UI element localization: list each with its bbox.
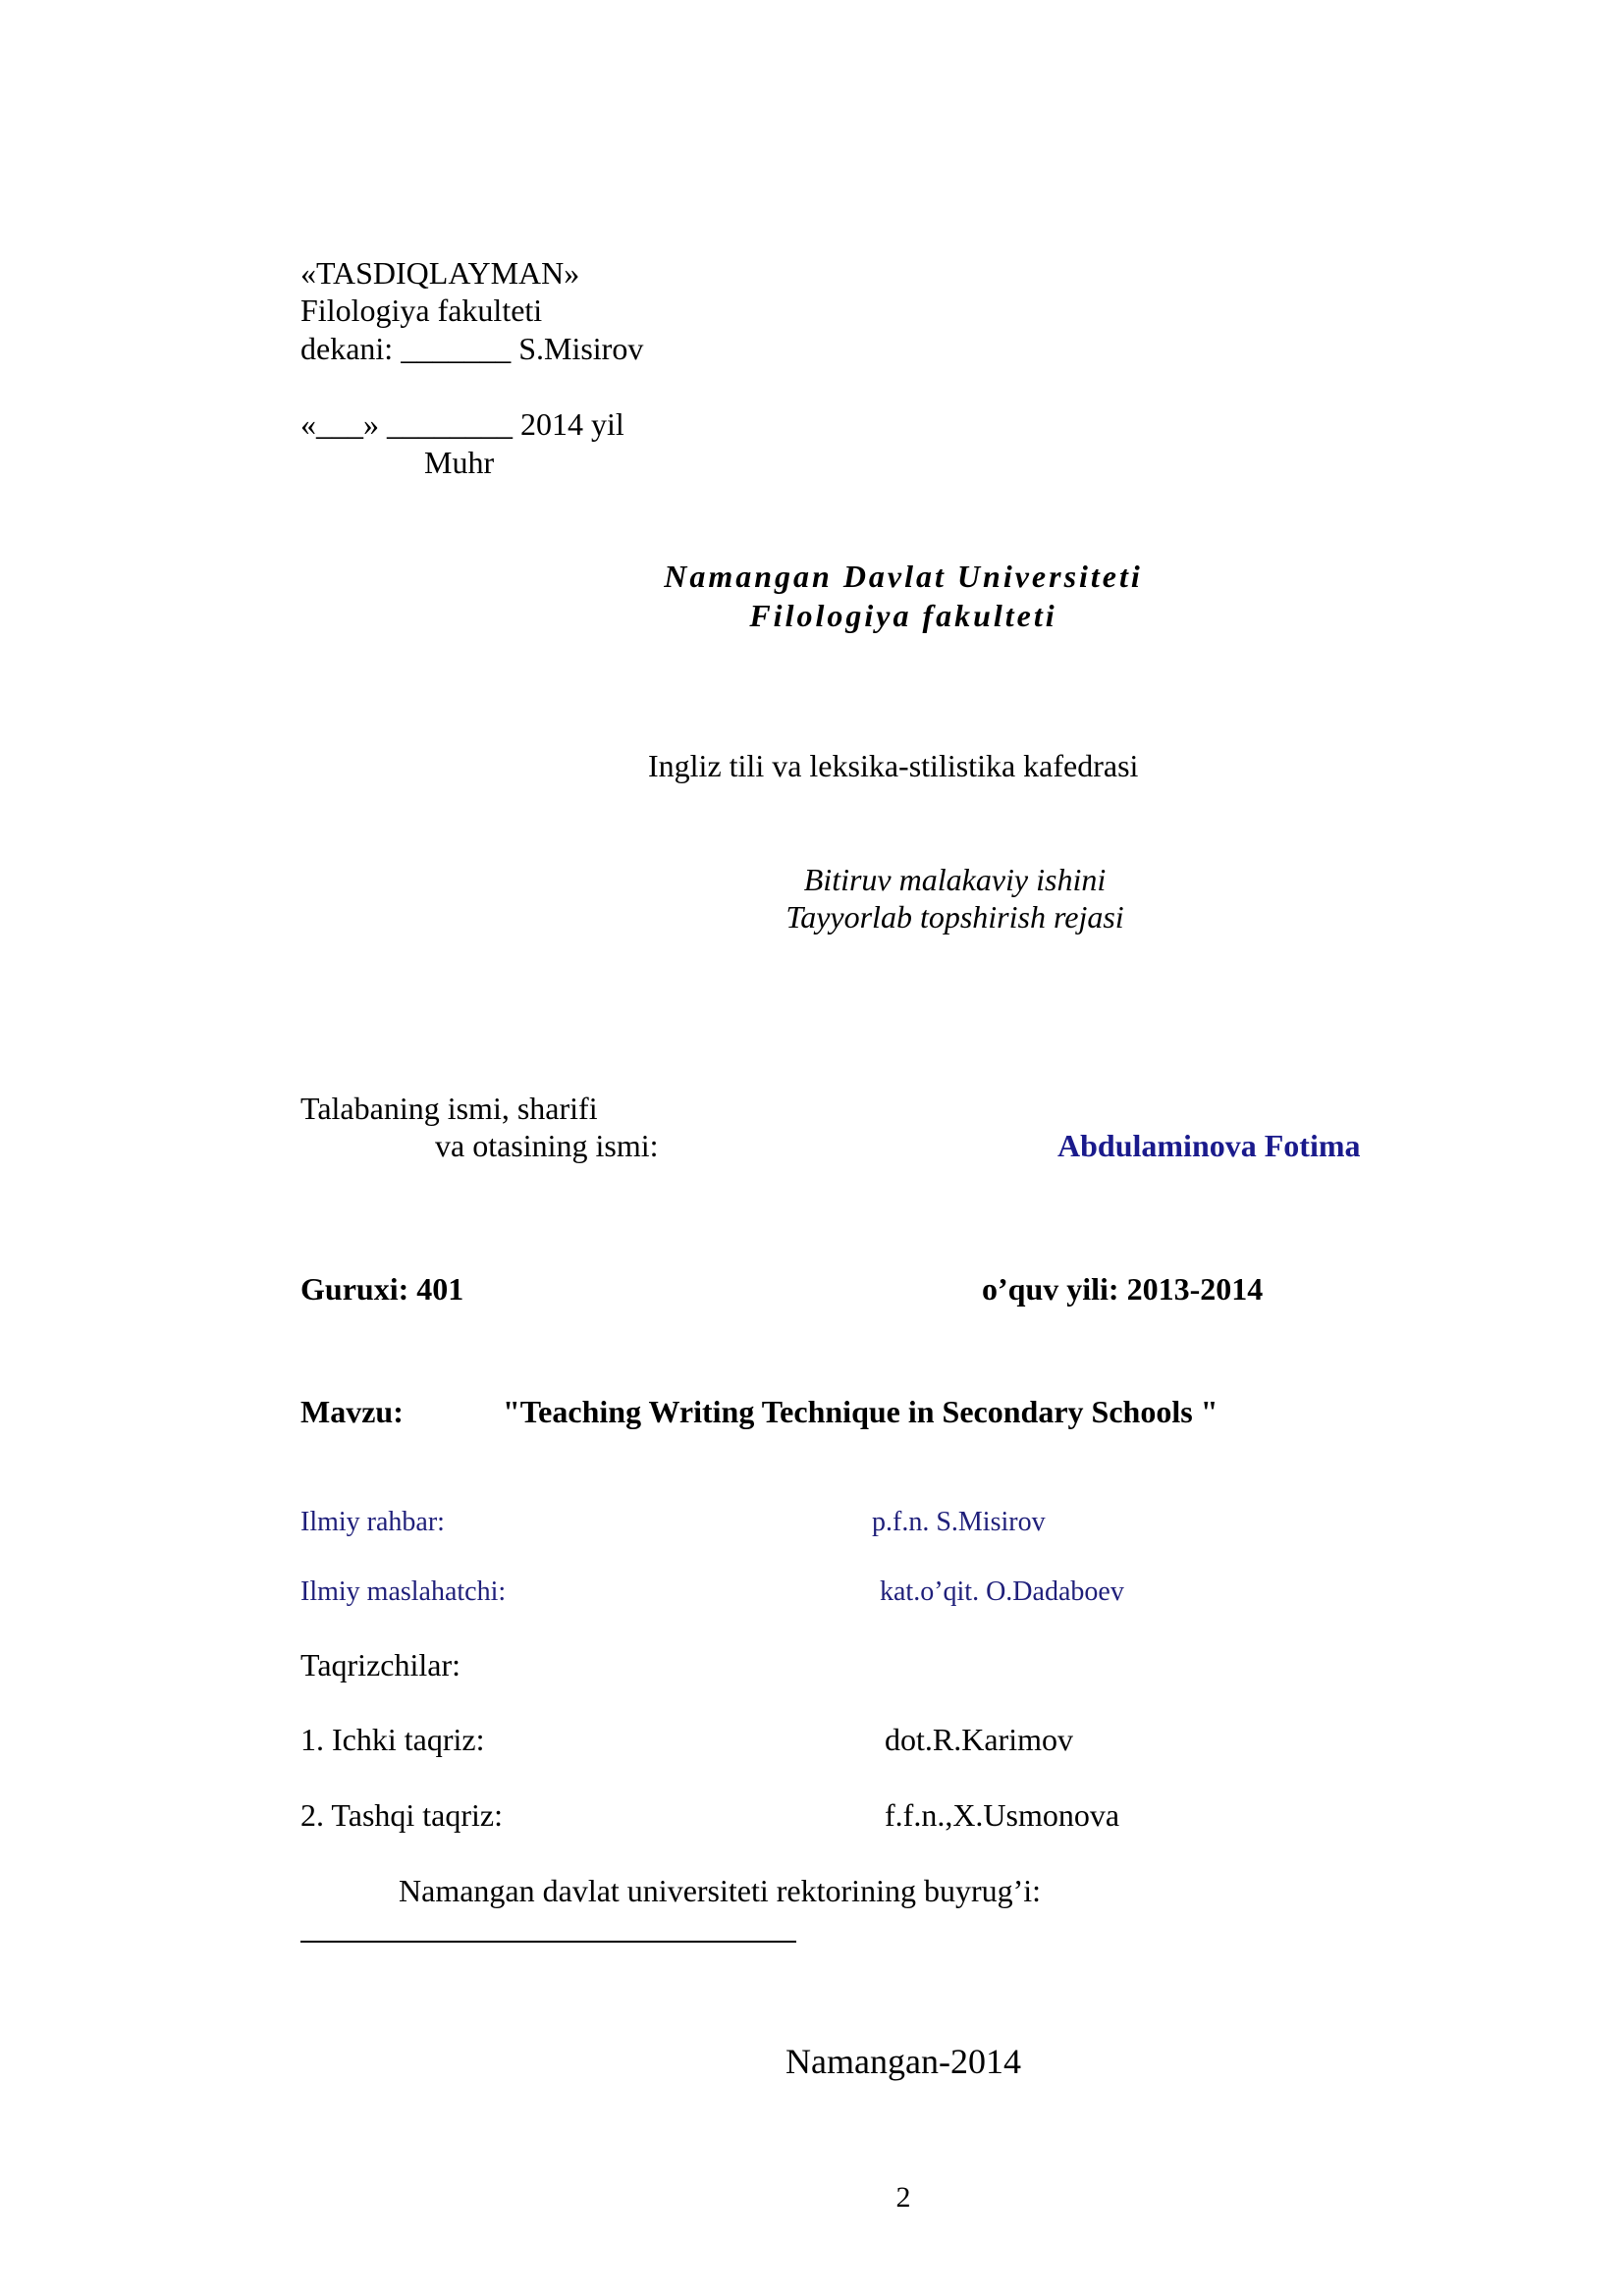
university-name: Namangan Davlat Universiteti	[664, 559, 1143, 594]
external-review-value: f.f.n.,X.Usmonova	[885, 1797, 1120, 1833]
department-name: Ingliz tili va leksika-stilistika kafedrasi	[648, 748, 1139, 783]
reviewers-heading: Taqrizchilar:	[300, 1647, 460, 1682]
page-number: 2	[895, 2181, 911, 2214]
approval-dean-line: dekani: _______ S.Misirov	[300, 331, 644, 366]
plan-title-line2: Tayyorlab topshirish rejasi	[785, 899, 1124, 934]
consultant-value: kat.o’qit. O.Dadaboev	[880, 1576, 1124, 1607]
approval-seal: Muhr	[424, 445, 495, 480]
topic-label: Mavzu:	[300, 1394, 404, 1429]
plan-title-line1: Bitiruv malakaviy ishini	[803, 862, 1107, 897]
external-review-label: 2. Tashqi taqriz:	[300, 1797, 504, 1833]
approval-heading: «TASDIQLAYMAN»	[300, 255, 580, 291]
rector-order-text: Namangan davlat universiteti rektorining buyrug’i:	[399, 1873, 1042, 1908]
student-label-line2: va otasining ismi:	[435, 1128, 659, 1163]
academic-year: o’quv yili: 2013-2014	[982, 1271, 1264, 1307]
internal-review-label: 1. Ichki taqriz:	[300, 1722, 485, 1757]
consultant-label: Ilmiy maslahatchi:	[300, 1576, 507, 1607]
approval-date-line: «___» ________ 2014 yil	[300, 406, 624, 442]
faculty-name: Filologiya fakulteti	[749, 598, 1057, 633]
internal-review-value: dot.R.Karimov	[885, 1722, 1073, 1757]
supervisor-value: p.f.n. S.Misirov	[872, 1507, 1046, 1537]
supervisor-label: Ilmiy rahbar:	[300, 1507, 445, 1537]
signature-line	[300, 1941, 796, 1943]
city-year: Namangan-2014	[785, 2042, 1021, 2081]
student-name: Abdulaminova Fotima	[1057, 1128, 1361, 1163]
group-label: Guruxi: 401	[300, 1271, 464, 1307]
approval-faculty: Filologiya fakulteti	[300, 293, 543, 328]
student-label-line1: Talabaning ismi, sharifi	[300, 1091, 598, 1126]
topic-title: "Teaching Writing Technique in Secondary Schools "	[503, 1394, 1218, 1429]
